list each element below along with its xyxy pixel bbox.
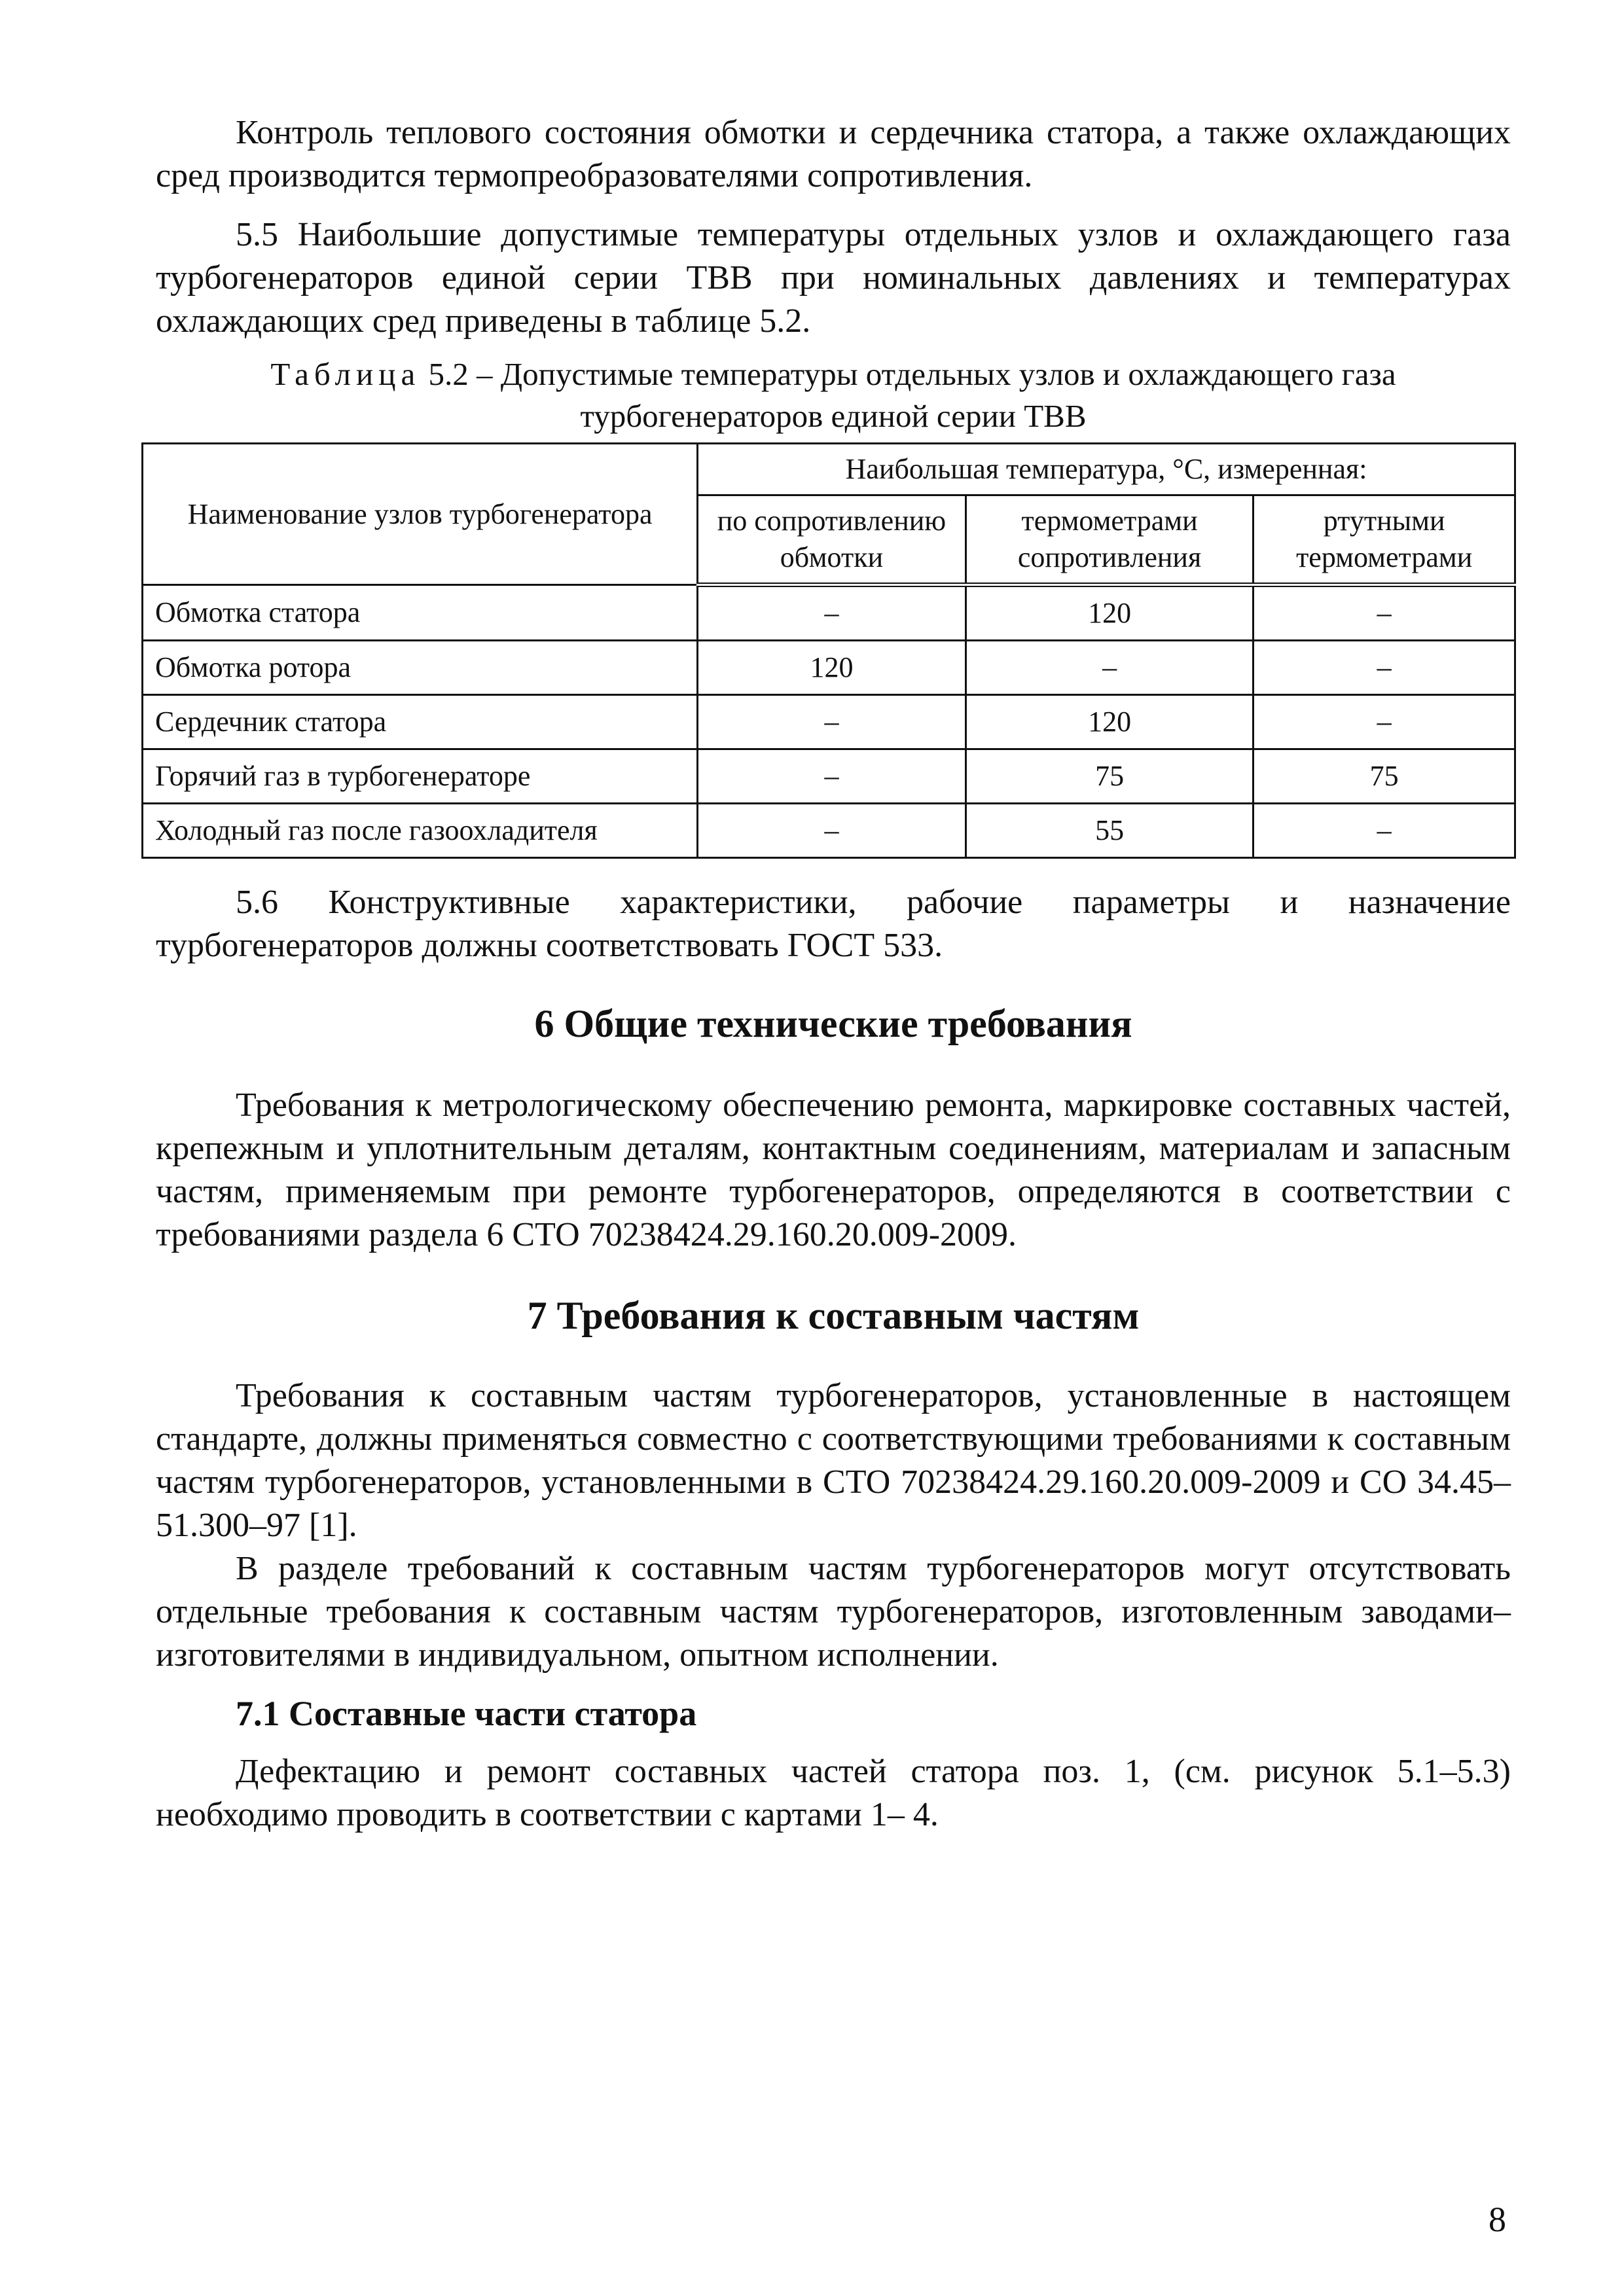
row-value-c: – (1254, 804, 1515, 858)
row-name-cell: Холодный газ после газоохладителя (143, 804, 698, 858)
page-content (156, 111, 1511, 1837)
heading-section-7: 7 Требования к составным частям (527, 1294, 1140, 1337)
table-row (143, 695, 1515, 749)
page-number: 8 (1489, 2200, 1506, 2239)
row-value-b: 120 (965, 695, 1254, 749)
paragraph-5-5: 5.5 Наибольшие допустимые температуры отдельных узлов и охлаждающего газа турбогенераторов единой серии ТВВ при номинальных давлениях и температурах охлаждающих сред приведены в таблице 5.2. (156, 216, 1511, 340)
row-value-c: 75 (1254, 749, 1515, 804)
paragraph-section-7-b: В разделе требований к составным частям турбогенераторов могут отсутствовать отдельные требования к составным частям турбогенераторов, изготовленным заводами–изготовителями в индивидуальном, опытном исполнении. (156, 1550, 1511, 1674)
row-value-a: – (698, 695, 966, 749)
table-caption-label: Таблица (270, 356, 421, 392)
table-row (143, 585, 1515, 641)
row-name-cell: Обмотка статора (143, 585, 698, 641)
row-value-a: – (698, 749, 966, 804)
row-value-b: 55 (965, 804, 1254, 858)
row-name-cell: Горячий газ в турбогенераторе (143, 749, 698, 804)
row-value-a: – (698, 585, 966, 641)
paragraph-section-6: Требования к метрологическому обеспечению ремонта, маркировке составных частей, крепежным и уплотнительным деталям, контактным соединениям, материалам и запасным частям, применяемым при ремонте турбогенераторов, определяются в соответствии с требованиями раздела 6 СТО 70238424.29.160.20.009-2009. (156, 1086, 1511, 1253)
paragraph-thermal-control: Контроль теплового состояния обмотки и сердечника статора, а также охлаждающих сред производится термопреобразователями сопротивления. (156, 114, 1511, 194)
temperature-table (141, 442, 1516, 859)
table-caption (156, 353, 1511, 437)
header-mercury-thermometer-cell: ртутными термометрами (1254, 495, 1515, 585)
paragraph-5-6: 5.6 Конструктивные характеристики, рабочие параметры и назначение турбогенераторов должны соответствовать ГОСТ 533. (156, 884, 1511, 964)
header-group-cell: Наибольшая температура, °С, измеренная: (698, 444, 1515, 495)
row-value-c: – (1254, 641, 1515, 695)
row-value-b: – (965, 641, 1254, 695)
table-row (143, 641, 1515, 695)
row-value-c: – (1254, 585, 1515, 641)
table-row (143, 749, 1515, 804)
header-resistance-cell: по сопротивлению обмотки (698, 495, 966, 585)
row-value-a: 120 (698, 641, 966, 695)
table-header-row-1 (143, 444, 1515, 495)
row-name-cell: Сердечник статора (143, 695, 698, 749)
paragraph-section-7-a: Требования к составным частям турбогенераторов, установленные в настоящем стандарте, должны применяться совместно с соответствующими требованиями к составным частям турбогенераторов, установленными в СТО 70238424.29.160.20.009-2009 и СО 34.45–51.300–97 [1]. (156, 1377, 1511, 1544)
heading-section-6: 6 Общие технические требования (534, 1002, 1132, 1045)
header-name-cell: Наименование узлов турбогенератора (143, 444, 698, 585)
row-value-a: – (698, 804, 966, 858)
row-value-c: – (1254, 695, 1515, 749)
table-caption-text: 5.2 – Допустимые температуры отдельных узлов и охлаждающего газа турбогенераторов единой серии ТВВ (428, 356, 1396, 434)
row-name-cell: Обмотка ротора (143, 641, 698, 695)
table-row (143, 804, 1515, 858)
row-value-b: 75 (965, 749, 1254, 804)
paragraph-section-7-1: Дефектацию и ремонт составных частей статора поз. 1, (см. рисунок 5.1–5.3) необходимо проводить в соответствии с картами 1– 4. (156, 1753, 1511, 1833)
row-value-b: 120 (965, 585, 1254, 641)
header-resistance-thermometer-cell: термометрами сопротивления (965, 495, 1254, 585)
heading-section-7-1: 7.1 Составные части статора (236, 1694, 697, 1733)
